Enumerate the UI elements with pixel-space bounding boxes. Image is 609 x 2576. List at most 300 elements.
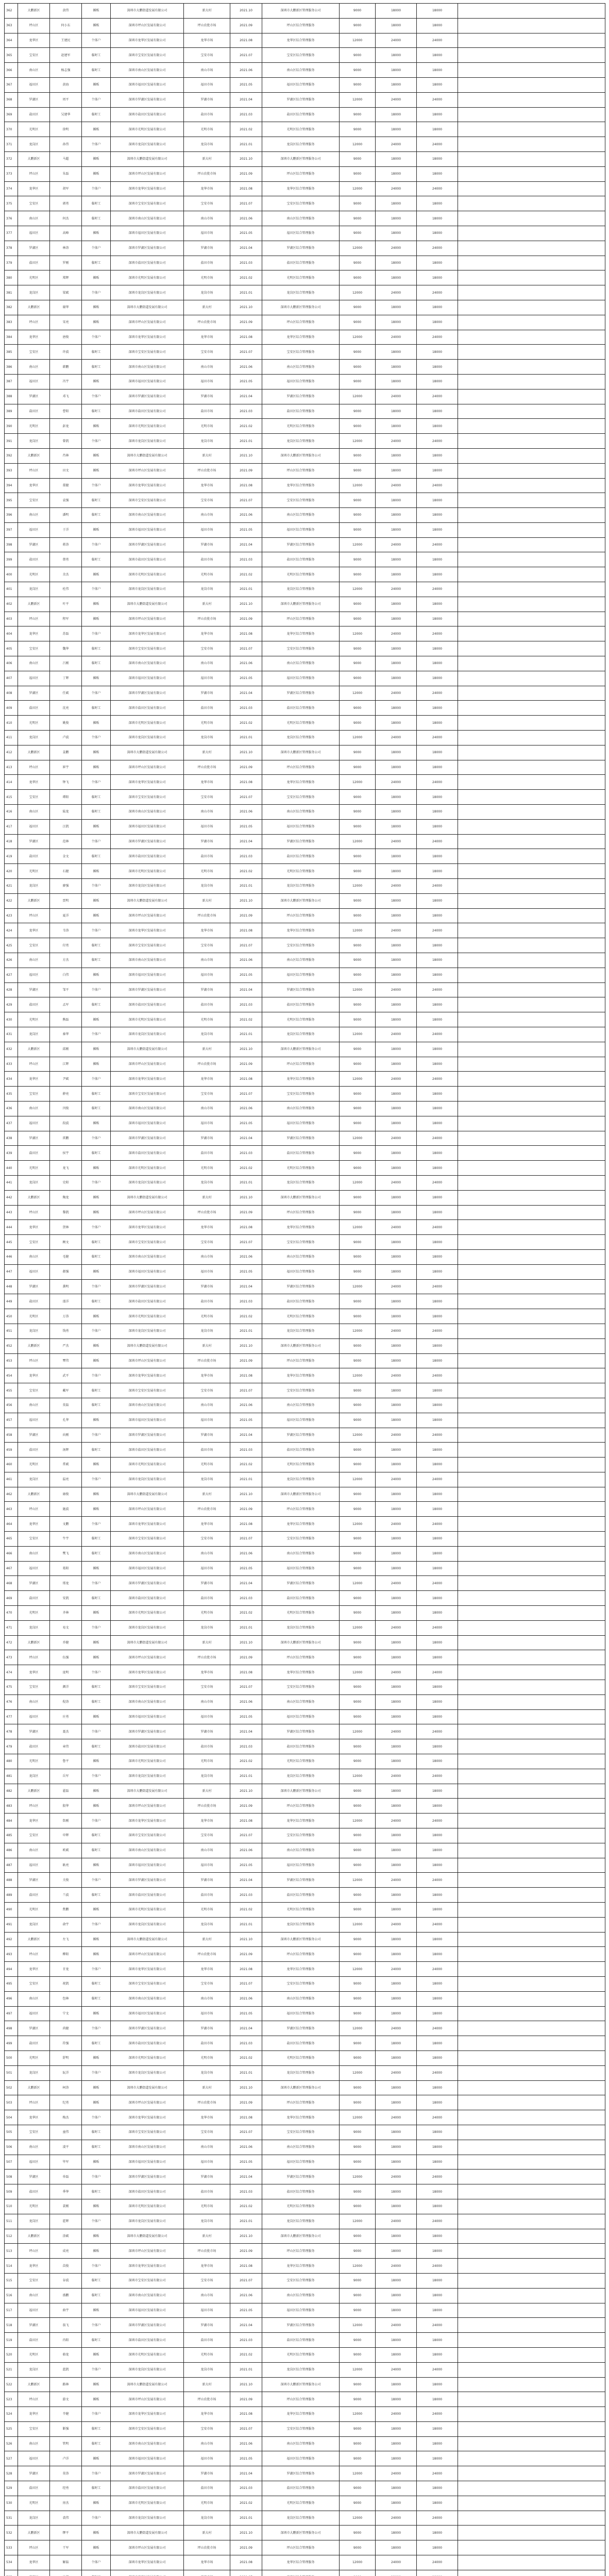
date-cell: 2021.08 [230,2259,262,2274]
type-cell: 临时工 [82,1828,111,1843]
type-cell: 临时工 [82,1991,111,2006]
amount-a-cell: 9000 [340,656,376,671]
row-number: 482 [5,1784,18,1799]
place-cell: 龙华市场 [184,1814,230,1828]
amount-b-cell: 18000 [376,1991,417,2006]
place-cell: 光明市场 [184,716,230,731]
amount-c-cell: 18000 [417,2125,458,2140]
blank-cell [458,775,605,790]
amount-c-cell: 18000 [417,552,458,567]
blank-cell [458,1784,605,1799]
name-cell: 沈亮 [50,701,82,716]
blank-cell [458,612,605,626]
place-cell: 龙岗市场 [184,2362,230,2377]
note-cell: 福田区综合管理服务 [262,77,340,92]
place-cell: 盐田市场 [184,849,230,864]
table-row [5,2421,605,2436]
district-cell: 宝安区 [18,1976,50,1991]
name-cell: 段波 [50,1116,82,1131]
row-number: 363 [5,18,18,33]
note-cell: 龙华区综合管理服务 [262,1517,340,1532]
note-cell: 光明区综合管理服务 [262,122,340,137]
row-number: 393 [5,463,18,478]
name-cell: 余杰 [50,567,82,582]
blank-cell [458,997,605,1012]
amount-c-cell: 18000 [417,2377,458,2392]
amount-a-cell: 9000 [340,345,376,360]
type-cell: 个体户 [82,923,111,938]
company-cell: 深圳市坪山区发展有限公司 [111,1205,184,1220]
place-cell: 罗湖市场 [184,2170,230,2184]
company-cell: 深圳市罗湖区发展有限公司 [111,982,184,997]
amount-c-cell: 18000 [417,938,458,953]
table-row [5,1012,605,1027]
amount-a-cell: 9000 [340,760,376,775]
blank-cell [458,1487,605,1502]
date-cell: 2021.10 [230,2229,262,2244]
amount-c-cell: 18000 [417,2288,458,2303]
amount-a-cell: 9000 [340,938,376,953]
company-cell: 深圳市盐田区发展有限公司 [111,1591,184,1606]
name-cell: 郭勇 [50,196,82,211]
amount-b-cell: 18000 [376,790,417,805]
date-cell: 2021.02 [230,2050,262,2065]
note-cell: 坪山区综合管理服务 [262,1057,340,1072]
table-row [5,745,605,760]
amount-c-cell: 24000 [417,434,458,449]
amount-c-cell: 18000 [417,1709,458,1724]
table-row [5,1235,605,1250]
place-cell: 盐田市场 [184,1294,230,1309]
amount-a-cell: 9000 [340,151,376,166]
table-row [5,2095,605,2110]
company-cell: 深圳市大鹏街道发展有限公司 [111,448,184,463]
row-number: 386 [5,360,18,375]
note-cell: 盐田区综合管理服务 [262,2481,340,2496]
table-row [5,374,605,389]
note-cell: 盐田区综合管理服务 [262,1443,340,1458]
amount-a-cell: 9000 [340,790,376,805]
company-cell: 深圳市龙华区发展有限公司 [111,2259,184,2274]
type-cell: 摊贩 [82,122,111,137]
note-cell: 罗湖区综合管理服务 [262,389,340,404]
note-cell: 光明区综合管理服务 [262,567,340,582]
blank-cell [458,270,605,285]
date-cell: 2021.07 [230,2273,262,2288]
place-cell: 南山市场 [184,360,230,375]
amount-a-cell: 9000 [340,2095,376,2110]
blank-cell [458,2392,605,2407]
date-cell: 2021.08 [230,1962,262,1977]
note-cell: 罗湖区综合管理服务 [262,2021,340,2036]
blank-cell [458,760,605,775]
table-row [5,1991,605,2006]
blank-cell [458,33,605,48]
company-cell: 深圳市大鹏街道发展有限公司 [111,151,184,166]
amount-b-cell: 18000 [376,1606,417,1621]
company-cell: 深圳市盐田区发展有限公司 [111,107,184,122]
district-cell: 盐田区 [18,1443,50,1458]
company-cell: 深圳市盐田区发展有限公司 [111,2184,184,2199]
place-cell: 罗湖市场 [184,1428,230,1443]
name-cell: 倪涛 [50,1694,82,1709]
amount-b-cell: 18000 [376,211,417,226]
name-cell: 秦华 [50,1027,82,1042]
name-cell: 柳阳 [50,1947,82,1962]
type-cell: 个体户 [82,731,111,745]
blank-cell [458,374,605,389]
name-cell: 左飞 [50,1932,82,1947]
amount-b-cell: 24000 [376,2214,417,2229]
name-cell: 谷波 [50,2273,82,2288]
company-cell: 深圳市光明区发展有限公司 [111,864,184,879]
date-cell: 2021.07 [230,2421,262,2436]
name-cell: 包林 [50,1991,82,2006]
row-number: 428 [5,982,18,997]
company-cell: 深圳市龙岗区发展有限公司 [111,2362,184,2377]
amount-c-cell: 24000 [417,33,458,48]
company-cell: 深圳市坪山区发展有限公司 [111,908,184,923]
amount-b-cell: 24000 [376,2110,417,2125]
name-cell: 黎凯 [50,1205,82,1220]
note-cell: 光明区综合管理服务 [262,2199,340,2214]
row-number: 404 [5,626,18,641]
company-cell: 深圳市龙华区发展有限公司 [111,478,184,493]
note-cell: 光明区综合管理服务 [262,1458,340,1472]
name-cell: 骆龙 [50,2347,82,2362]
amount-a-cell: 9000 [340,597,376,612]
district-cell: 南山区 [18,1249,50,1264]
row-number: 507 [5,2155,18,2170]
place-cell: 新大村 [184,597,230,612]
note-cell: 光明区综合管理服务 [262,1606,340,1621]
row-number: 514 [5,2259,18,2274]
amount-b-cell: 18000 [376,2377,417,2392]
company-cell: 深圳市坪山区发展有限公司 [111,1799,184,1814]
amount-c-cell: 18000 [417,1799,458,1814]
company-cell: 深圳市南山区发展有限公司 [111,63,184,78]
name-cell: 孙伟 [50,137,82,152]
amount-a-cell: 12000 [340,537,376,552]
note-cell: 坪山区综合管理服务 [262,2095,340,2110]
amount-a-cell: 9000 [340,166,376,181]
type-cell: 摊贩 [82,819,111,834]
name-cell: 唐俊 [50,330,82,345]
company-cell: 深圳市坪山区发展有限公司 [111,760,184,775]
district-cell: 盐田区 [18,2036,50,2051]
amount-c-cell: 18000 [417,2050,458,2065]
blank-cell [458,330,605,345]
note-cell: 盐田区综合管理服务 [262,1146,340,1161]
name-cell: 田文 [50,463,82,478]
table-row [5,1917,605,1932]
company-cell: 深圳市南山区发展有限公司 [111,953,184,968]
amount-a-cell: 12000 [340,582,376,597]
amount-a-cell: 9000 [340,997,376,1012]
date-cell: 2021.06 [230,1991,262,2006]
place-cell: 坪山农批市场 [184,1205,230,1220]
amount-b-cell: 18000 [376,2333,417,2348]
table-row [5,2036,605,2051]
company-cell: 深圳市罗湖区发展有限公司 [111,686,184,701]
type-cell: 个体户 [82,1917,111,1932]
amount-a-cell: 9000 [340,1057,376,1072]
type-cell: 个体户 [82,2170,111,2184]
district-cell: 福田区 [18,968,50,982]
table-row [5,151,605,166]
date-cell: 2021.04 [230,1873,262,1888]
row-number: 448 [5,1279,18,1294]
district-cell: 龙华区 [18,1368,50,1383]
table-row [5,285,605,300]
row-number: 420 [5,864,18,879]
type-cell: 个体户 [82,33,111,48]
district-cell: 龙华区 [18,923,50,938]
amount-b-cell: 24000 [376,92,417,107]
date-cell: 2021.08 [230,2555,262,2570]
type-cell: 个体户 [82,330,111,345]
date-cell: 2021.01 [230,1324,262,1338]
company-cell: 深圳市大鹏街道发展有限公司 [111,1635,184,1650]
company-cell: 深圳市坪山区发展有限公司 [111,1947,184,1962]
amount-c-cell: 18000 [417,2006,458,2021]
amount-a-cell: 12000 [340,181,376,196]
place-cell: 龙华市场 [184,775,230,790]
amount-c-cell: 24000 [417,2511,458,2526]
amount-c-cell: 18000 [417,745,458,760]
table-row [5,137,605,152]
note-cell: 宝安区综合管理服务 [262,48,340,63]
table-row [5,893,605,908]
company-cell: 深圳市盐田区发展有限公司 [111,2481,184,2496]
district-cell: 坪山区 [18,2244,50,2259]
blank-cell [458,671,605,686]
blank-cell [458,2050,605,2065]
type-cell: 临时工 [82,1087,111,1101]
row-number: 371 [5,137,18,152]
note-cell: 罗湖区综合管理服务 [262,2318,340,2333]
name-cell: 龙飞 [50,1161,82,1176]
amount-a-cell: 9000 [340,2288,376,2303]
blank-cell [458,1888,605,1903]
blank-cell [458,2496,605,2511]
table-row [5,701,605,716]
date-cell: 2021.05 [230,2451,262,2466]
amount-a-cell: 9000 [340,300,376,315]
table-row [5,300,605,315]
type-cell: 个体户 [82,2362,111,2377]
name-cell: 邢龙 [50,1576,82,1591]
company-cell: 深圳市南山区发展有限公司 [111,805,184,820]
amount-a-cell: 12000 [340,1175,376,1190]
name-cell: 覃伟 [50,1353,82,1368]
type-cell: 摊贩 [82,1338,111,1353]
company-cell: 深圳市龙华区发展有限公司 [111,2407,184,2422]
date-cell: 2021.10 [230,597,262,612]
place-cell: 宝安市场 [184,938,230,953]
amount-c-cell: 18000 [417,48,458,63]
note-cell: 龙华区综合管理服务 [262,1962,340,1977]
amount-c-cell: 18000 [417,419,458,434]
amount-c-cell: 18000 [417,2481,458,2496]
row-number: 388 [5,389,18,404]
amount-b-cell: 18000 [376,1532,417,1547]
place-cell: 盐田市场 [184,1146,230,1161]
type-cell: 摊贩 [82,908,111,923]
type-cell: 摊贩 [82,18,111,33]
amount-c-cell: 18000 [417,270,458,285]
row-number: 383 [5,315,18,330]
place-cell: 宝安市场 [184,2421,230,2436]
district-cell: 大鹏新区 [18,300,50,315]
district-cell: 罗湖区 [18,686,50,701]
name-cell: 安凯 [50,1591,82,1606]
amount-b-cell: 18000 [376,2006,417,2021]
note-cell: 坪山区综合管理服务 [262,2540,340,2555]
table-body [5,4,605,2576]
company-cell: 深圳市罗湖区发展有限公司 [111,1576,184,1591]
name-cell: 齐林 [50,1606,82,1621]
blank-cell [458,2526,605,2540]
amount-c-cell: 18000 [417,1146,458,1161]
table-row [5,1962,605,1977]
amount-b-cell: 24000 [376,1576,417,1591]
amount-a-cell: 9000 [340,2199,376,2214]
amount-b-cell: 24000 [376,1072,417,1087]
blank-cell [458,478,605,493]
amount-a-cell: 9000 [340,968,376,982]
row-number: 426 [5,953,18,968]
blank-cell [458,953,605,968]
row-number: 364 [5,33,18,48]
amount-a-cell: 9000 [340,1087,376,1101]
date-cell: 2021.07 [230,938,262,953]
place-cell: 南山市场 [184,1546,230,1561]
blank-cell [458,2273,605,2288]
type-cell: 摊贩 [82,2303,111,2318]
blank-cell [458,1917,605,1932]
type-cell: 摊贩 [82,2006,111,2021]
amount-b-cell [376,2570,417,2576]
place-cell: 南山市场 [184,805,230,820]
amount-a-cell: 9000 [340,716,376,731]
type-cell: 个体户 [82,1665,111,1680]
type-cell: 摊贩 [82,448,111,463]
company-cell: 深圳市罗湖区发展有限公司 [111,537,184,552]
table-row [5,2466,605,2481]
amount-a-cell: 9000 [340,1443,376,1458]
date-cell: 2021.09 [230,463,262,478]
amount-b-cell: 18000 [376,745,417,760]
amount-b-cell: 18000 [376,226,417,241]
type-cell: 临时工 [82,2125,111,2140]
date-cell: 2021.09 [230,1353,262,1368]
row-number: 508 [5,2170,18,2184]
name-cell: 符强 [50,2036,82,2051]
note-cell: 深圳市大鹏新区管理服务公司 [262,2377,340,2392]
type-cell: 个体户 [82,1517,111,1532]
company-cell: 深圳市光明区发展有限公司 [111,1754,184,1769]
amount-a-cell: 12000 [340,2362,376,2377]
blank-cell [458,849,605,864]
amount-a-cell: 12000 [340,2466,376,2481]
company-cell: 深圳市宝安区发展有限公司 [111,2421,184,2436]
amount-a-cell: 9000 [340,2347,376,2362]
type-cell: 临时工 [82,211,111,226]
date-cell: 2021.10 [230,1635,262,1650]
district-cell: 罗湖区 [18,1428,50,1443]
amount-b-cell: 24000 [376,626,417,641]
amount-a-cell: 12000 [340,2407,376,2422]
company-cell: 深圳市龙岗区发展有限公司 [111,2511,184,2526]
name-cell: 梅杰 [50,2110,82,2125]
row-number: 408 [5,686,18,701]
blank-cell [458,879,605,894]
name-cell: 钟飞 [50,775,82,790]
amount-b-cell: 18000 [376,1754,417,1769]
note-cell: 坪山区综合管理服务 [262,908,340,923]
note-cell: 福田区综合管理服务 [262,1561,340,1576]
name-cell: 靳强 [50,2421,82,2436]
amount-b-cell: 18000 [376,63,417,78]
amount-a-cell: 9000 [340,374,376,389]
amount-a-cell: 12000 [340,2170,376,2184]
note-cell: 盐田区综合管理服务 [262,2184,340,2199]
table-row [5,1888,605,1903]
district-cell: 大鹏新区 [18,151,50,166]
row-number: 432 [5,1042,18,1057]
table-row [5,1517,605,1532]
row-number: 370 [5,122,18,137]
amount-c-cell: 18000 [417,1828,458,1843]
amount-b-cell: 18000 [376,2540,417,2555]
type-cell: 摊贩 [82,2540,111,2555]
district-cell: 宝安区 [18,1383,50,1398]
date-cell: 2021.04 [230,1428,262,1443]
district-cell: 南山区 [18,2288,50,2303]
row-number: 452 [5,1338,18,1353]
company-cell: 深圳市龙岗区发展有限公司 [111,1472,184,1487]
place-cell: 龙华市场 [184,181,230,196]
company-cell: 深圳市光明区发展有限公司 [111,1458,184,1472]
district-cell: 福田区 [18,1561,50,1576]
district-cell: 光明区 [18,1309,50,1324]
company-cell: 深圳市南山区发展有限公司 [111,2288,184,2303]
note-cell: 龙华区综合管理服务 [262,2110,340,2125]
company-cell: 深圳市福田区发展有限公司 [111,522,184,537]
amount-b-cell: 24000 [376,879,417,894]
amount-b-cell: 18000 [376,1561,417,1576]
name-cell: 史阳 [50,1175,82,1190]
amount-b-cell: 18000 [376,1858,417,1873]
amount-a-cell: 9000 [340,508,376,523]
note-cell: 坪山区综合管理服务 [262,1947,340,1962]
date-cell: 2021.08 [230,775,262,790]
amount-a-cell: 12000 [340,775,376,790]
company-cell: 深圳市罗湖区发展有限公司 [111,2466,184,2481]
type-cell: 个体户 [82,879,111,894]
date-cell: 2021.04 [230,834,262,849]
row-number: 377 [5,226,18,241]
amount-c-cell: 18000 [417,953,458,968]
place-cell: 盐田市场 [184,552,230,567]
name-cell: 葛阳 [50,1561,82,1576]
place-cell: 光明市场 [184,1903,230,1918]
note-cell: 宝安区综合管理服务 [262,938,340,953]
amount-a-cell: 12000 [340,1428,376,1443]
place-cell: 盐田市场 [184,1739,230,1754]
district-cell: 光明区 [18,2050,50,2065]
